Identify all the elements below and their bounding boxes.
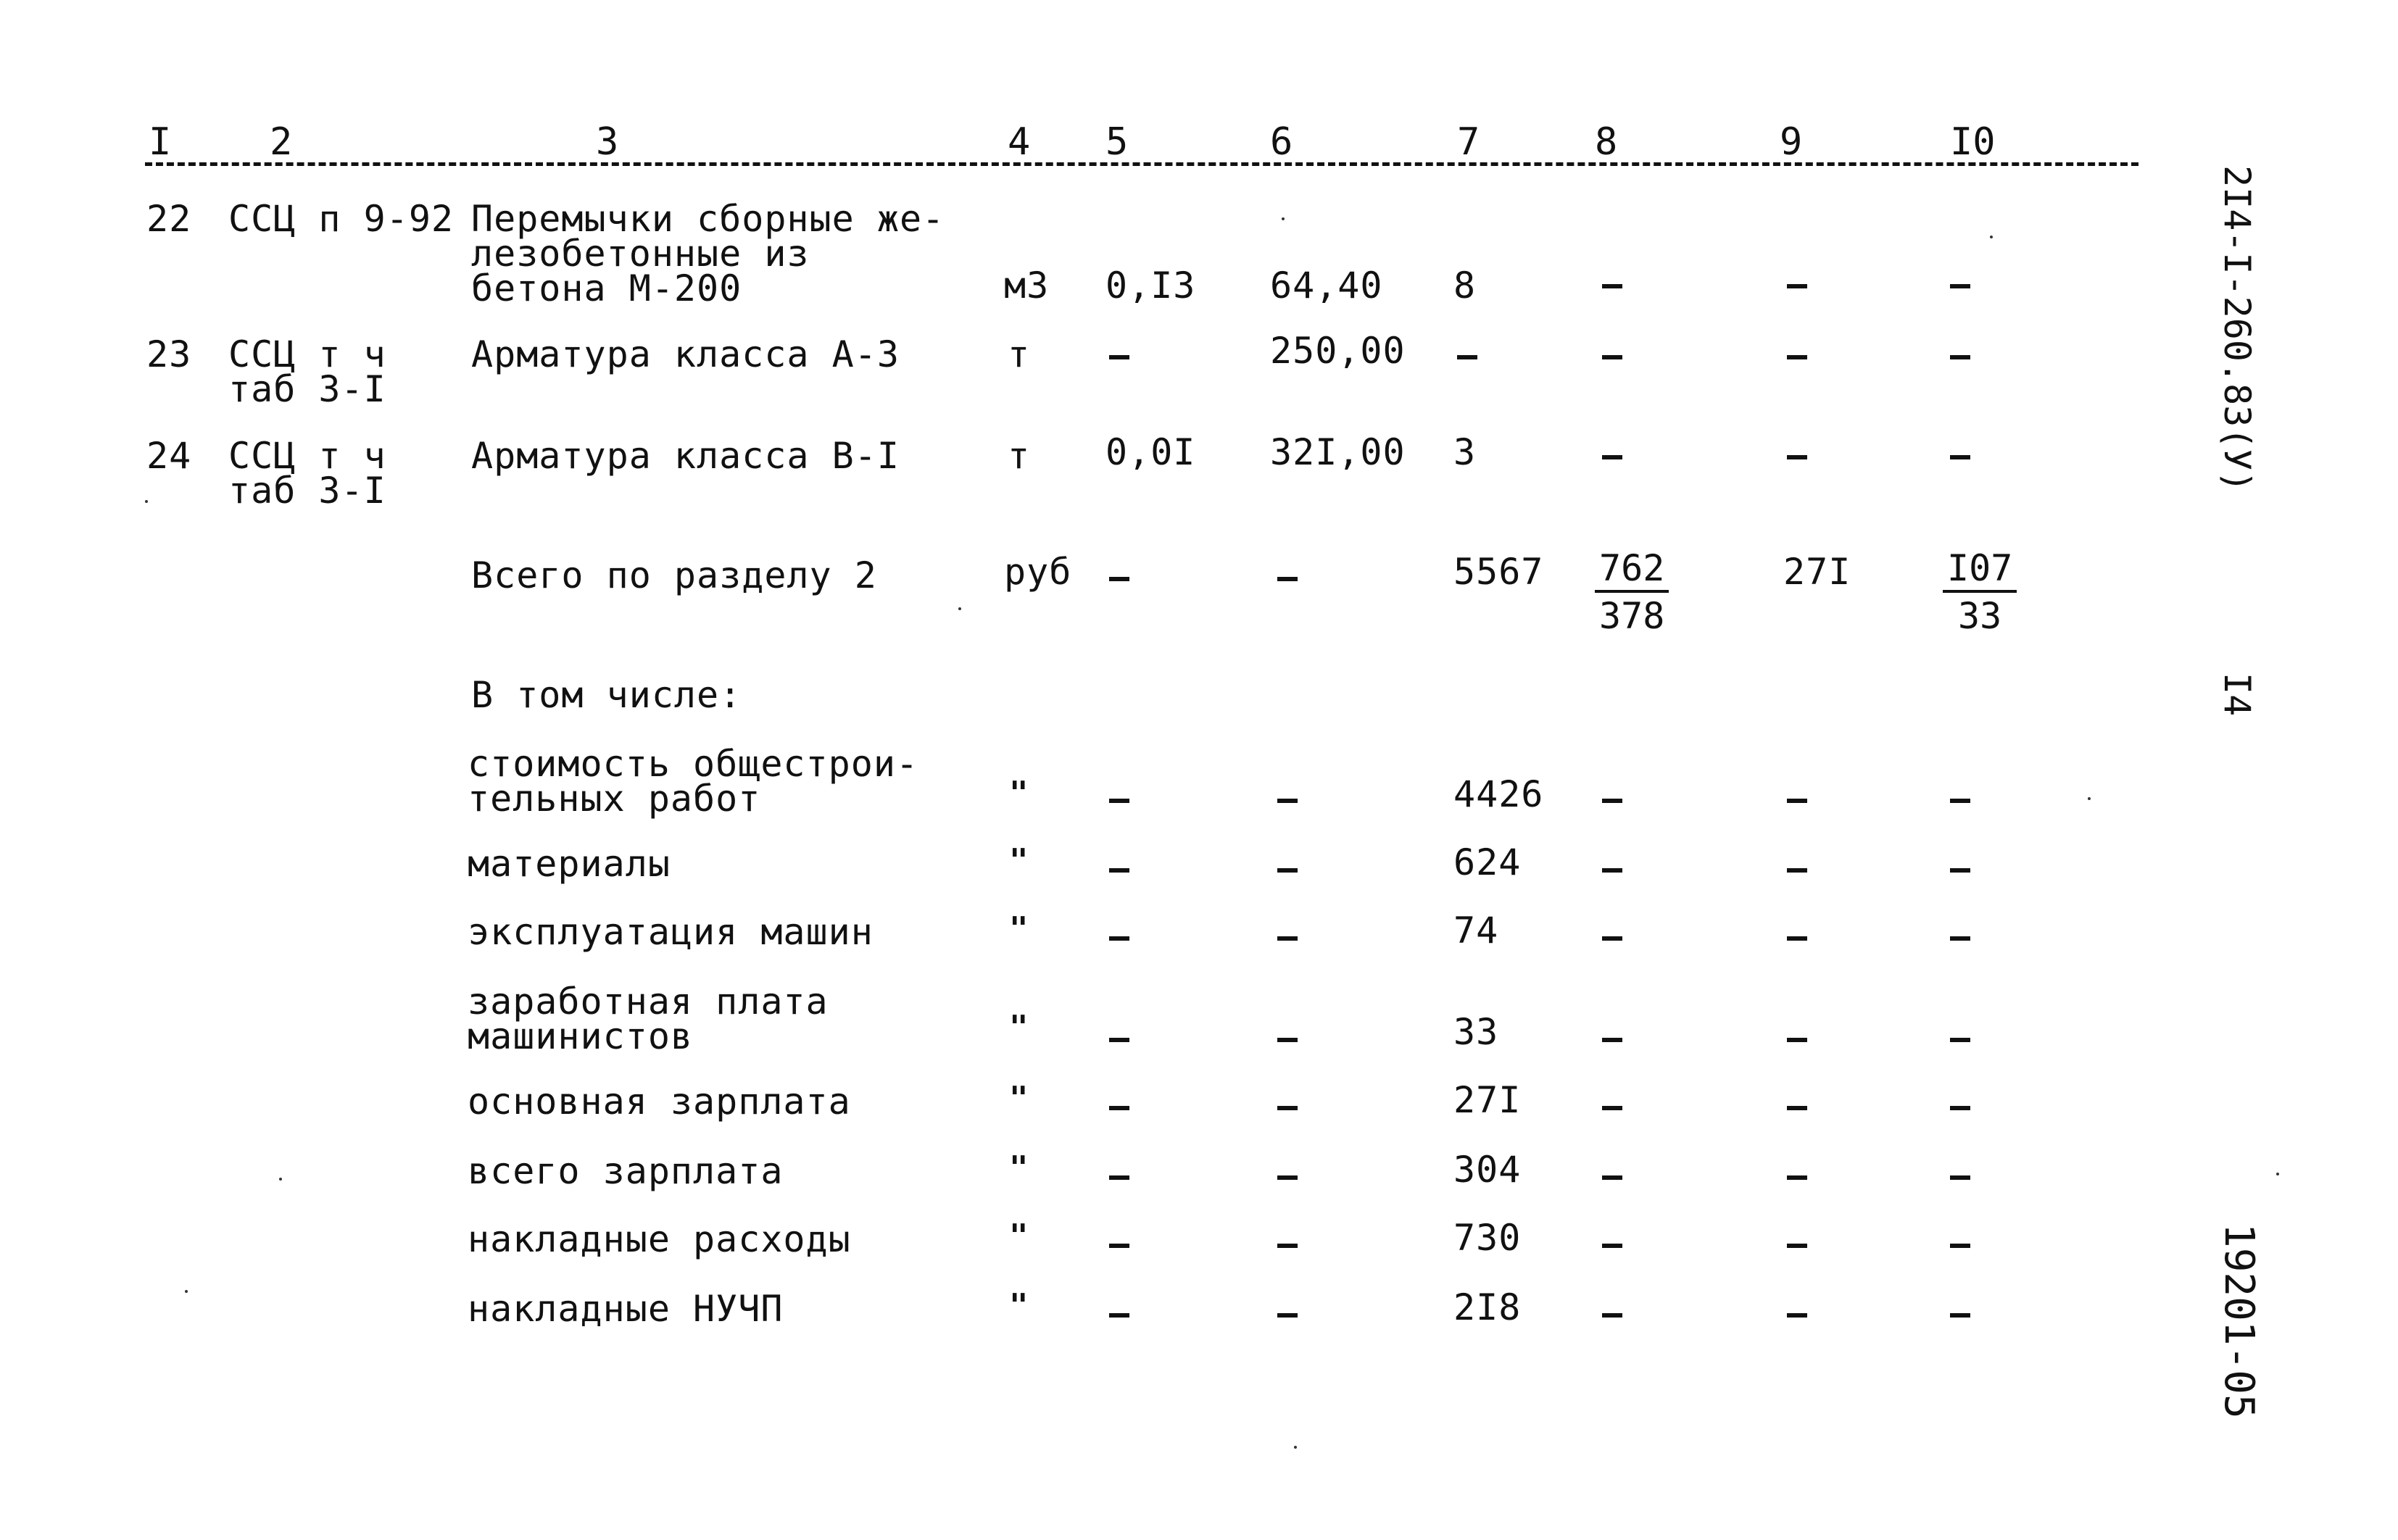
row-name-line: бетона М-200 xyxy=(471,267,742,309)
breakdown-total: 4426 xyxy=(1453,773,1544,815)
total-fraction-col10 xyxy=(1943,547,2017,637)
empty-cell-dash xyxy=(1109,577,1129,581)
scan-speck xyxy=(1294,1446,1297,1449)
ditto-mark: " xyxy=(1009,1218,1029,1254)
row-unit-price: 250,00 xyxy=(1270,330,1406,372)
empty-cell-dash xyxy=(1602,799,1622,803)
empty-cell-dash xyxy=(1602,455,1622,459)
breakdown-name-line: накладные расходы xyxy=(468,1218,851,1260)
document-code: 2I4-I-260.83(У) xyxy=(2216,165,2258,493)
header-rule xyxy=(145,162,2138,166)
row-name-line: лезобетонные из xyxy=(471,233,810,275)
col-header-8: 8 xyxy=(1595,120,1618,164)
row-total: 3 xyxy=(1453,431,1477,473)
empty-cell-dash xyxy=(1109,1106,1129,1110)
scan-speck xyxy=(958,607,961,610)
breakdown-name-line: основная зарплата xyxy=(468,1081,851,1123)
ditto-mark: " xyxy=(1009,775,1029,812)
empty-cell-dash xyxy=(1950,455,1970,459)
row-number: 22 xyxy=(146,198,192,240)
scan-speck xyxy=(145,500,148,503)
empty-cell-dash xyxy=(1787,1106,1807,1110)
total-unit: руб xyxy=(1004,551,1072,593)
empty-cell-dash xyxy=(1787,1313,1807,1318)
breakdown-total: 624 xyxy=(1453,841,1522,883)
col-header-10: I0 xyxy=(1950,120,1996,164)
empty-cell-dash xyxy=(1602,936,1622,941)
scan-speck xyxy=(1282,217,1285,220)
empty-cell-dash xyxy=(1109,355,1129,359)
ditto-mark: " xyxy=(1009,842,1029,879)
col-header-3: 3 xyxy=(596,120,619,164)
row-name-line: Перемычки сборные же- xyxy=(471,198,945,240)
empty-cell-dash xyxy=(1787,868,1807,873)
breakdown-name-line: машинистов xyxy=(468,1015,694,1057)
ditto-mark: " xyxy=(1009,1149,1029,1186)
row-code: таб 3-I xyxy=(228,368,386,410)
empty-cell-dash xyxy=(1277,868,1298,873)
empty-cell-dash xyxy=(1109,1313,1129,1318)
total-sum: 5567 xyxy=(1453,551,1544,593)
row-number: 23 xyxy=(146,333,192,375)
empty-cell-dash xyxy=(1109,868,1129,873)
col-header-9: 9 xyxy=(1780,120,1803,164)
empty-cell-dash xyxy=(1277,1244,1298,1248)
empty-cell-dash xyxy=(1109,1038,1129,1042)
empty-cell-dash xyxy=(1787,355,1807,359)
breakdown-name-line: заработная плата xyxy=(468,981,829,1023)
empty-cell-dash xyxy=(1277,577,1298,581)
breakdown-name-line: всего зарплата xyxy=(468,1150,784,1192)
empty-cell-dash xyxy=(1950,1175,1970,1180)
empty-cell-dash xyxy=(1277,1313,1298,1318)
empty-cell-dash xyxy=(1950,355,1970,359)
empty-cell-dash xyxy=(1787,455,1807,459)
scan-speck xyxy=(2276,1173,2279,1175)
total-fraction-col8 xyxy=(1595,547,1669,637)
empty-cell-dash xyxy=(1457,355,1477,359)
empty-cell-dash xyxy=(1602,355,1622,359)
empty-cell-dash xyxy=(1277,1038,1298,1042)
breakdown-name-line: стоимость общестрои- xyxy=(468,743,919,785)
row-name-line: Арматура класса А-3 xyxy=(471,333,900,375)
empty-cell-dash xyxy=(1109,1175,1129,1180)
row-number: 24 xyxy=(146,435,192,477)
empty-cell-dash xyxy=(1950,799,1970,803)
ditto-mark: " xyxy=(1009,1080,1029,1117)
breakdown-total: 2I8 xyxy=(1453,1286,1522,1328)
breakdown-total: 74 xyxy=(1453,910,1499,952)
row-code: ССЦ п 9-92 xyxy=(228,198,455,240)
empty-cell-dash xyxy=(1277,1106,1298,1110)
row-code: ССЦ т ч xyxy=(228,435,386,477)
breakdown-name-line: материалы xyxy=(468,843,671,885)
empty-cell-dash xyxy=(1787,799,1807,803)
row-quantity: 0,I3 xyxy=(1105,265,1196,307)
empty-cell-dash xyxy=(1109,1244,1129,1248)
total-col9: 27I xyxy=(1783,551,1851,593)
empty-cell-dash xyxy=(1950,1313,1970,1318)
scan-speck xyxy=(279,1178,282,1181)
empty-cell-dash xyxy=(1950,1106,1970,1110)
row-quantity: 0,0I xyxy=(1105,431,1196,473)
empty-cell-dash xyxy=(1277,936,1298,941)
ditto-mark: " xyxy=(1009,1009,1029,1046)
empty-cell-dash xyxy=(1602,868,1622,873)
empty-cell-dash xyxy=(1602,284,1622,288)
empty-cell-dash xyxy=(1277,1175,1298,1180)
empty-cell-dash xyxy=(1602,1038,1622,1042)
empty-cell-dash xyxy=(1602,1244,1622,1248)
empty-cell-dash xyxy=(1787,1175,1807,1180)
row-unit: т xyxy=(1008,435,1031,477)
scan-speck xyxy=(2088,797,2091,800)
empty-cell-dash xyxy=(1950,936,1970,941)
empty-cell-dash xyxy=(1602,1313,1622,1318)
fraction-numerator: I07 xyxy=(1943,551,2017,593)
col-header-2: 2 xyxy=(270,120,293,164)
empty-cell-dash xyxy=(1787,284,1807,288)
col-header-4: 4 xyxy=(1008,120,1031,164)
col-header-5: 5 xyxy=(1105,120,1129,164)
row-total: 8 xyxy=(1453,265,1477,307)
col-header-7: 7 xyxy=(1457,120,1480,164)
ditto-mark: " xyxy=(1009,910,1029,947)
empty-cell-dash xyxy=(1602,1175,1622,1180)
empty-cell-dash xyxy=(1950,868,1970,873)
breakdown-name-line: тельных работ xyxy=(468,778,761,820)
breakdown-total: 304 xyxy=(1453,1149,1522,1191)
row-code: таб 3-I xyxy=(228,470,386,512)
row-unit-price: 64,40 xyxy=(1270,265,1383,307)
scan-speck xyxy=(185,1290,188,1293)
total-label: Всего по разделу 2 xyxy=(471,554,877,596)
archive-code: 19201-05 xyxy=(2215,1223,2262,1419)
breakdown-total: 33 xyxy=(1453,1011,1499,1053)
row-name-line: Арматура класса В-I xyxy=(471,435,900,477)
row-code: ССЦ т ч xyxy=(228,333,386,375)
breakdown-name-line: эксплуатация машин xyxy=(468,911,874,953)
empty-cell-dash xyxy=(1787,936,1807,941)
scan-speck xyxy=(1990,236,1993,238)
breakdown-name-line: накладные НУЧП xyxy=(468,1288,784,1330)
row-unit: м3 xyxy=(1004,265,1050,307)
fraction-numerator: 762 xyxy=(1595,551,1669,593)
empty-cell-dash xyxy=(1950,284,1970,288)
empty-cell-dash xyxy=(1602,1106,1622,1110)
fraction-denominator: 378 xyxy=(1599,595,1665,637)
including-label: В том числе: xyxy=(471,674,742,716)
row-unit-price: 32I,00 xyxy=(1270,431,1406,473)
ditto-mark: " xyxy=(1009,1287,1029,1324)
breakdown-total: 27I xyxy=(1453,1079,1522,1121)
col-header-6: 6 xyxy=(1270,120,1293,164)
empty-cell-dash xyxy=(1109,936,1129,941)
empty-cell-dash xyxy=(1787,1038,1807,1042)
page-number: I4 xyxy=(2216,673,2258,717)
row-unit: т xyxy=(1008,333,1031,375)
empty-cell-dash xyxy=(1277,799,1298,803)
empty-cell-dash xyxy=(1950,1244,1970,1248)
empty-cell-dash xyxy=(1787,1244,1807,1248)
fraction-denominator: 33 xyxy=(1958,595,2002,637)
empty-cell-dash xyxy=(1950,1038,1970,1042)
col-header-1: I xyxy=(149,120,172,164)
empty-cell-dash xyxy=(1109,799,1129,803)
breakdown-total: 730 xyxy=(1453,1217,1522,1259)
